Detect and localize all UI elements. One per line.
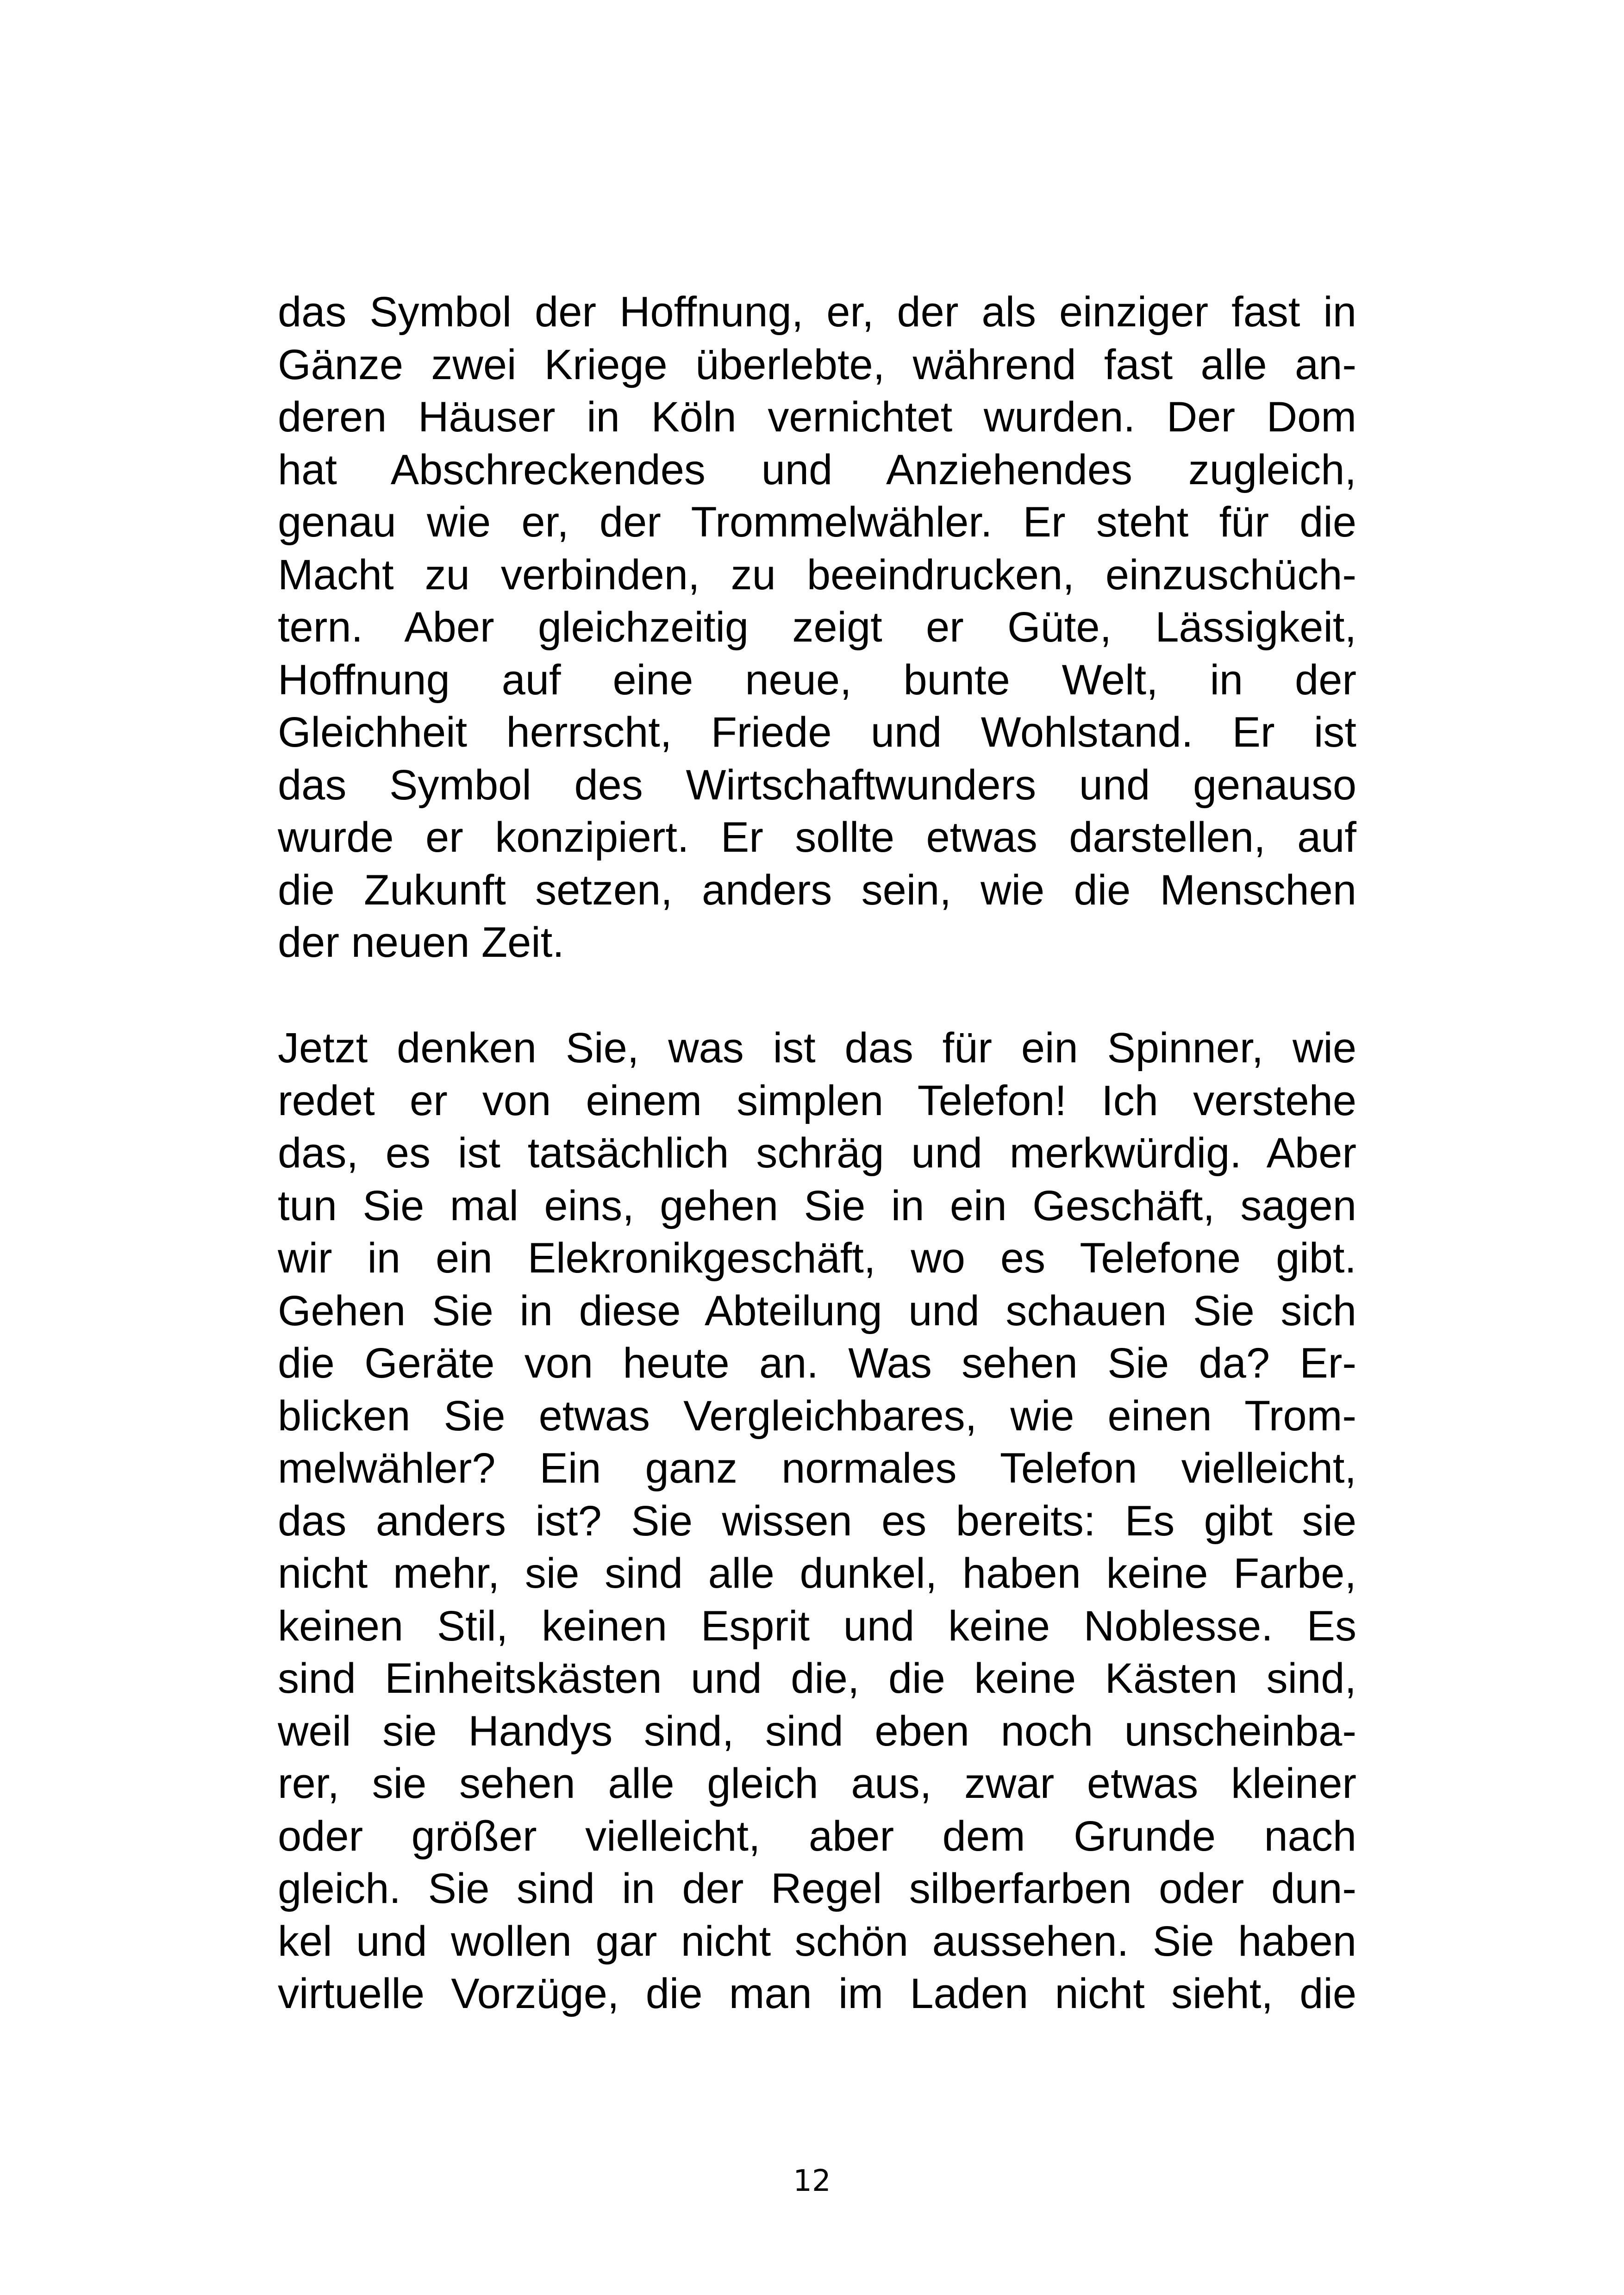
- text-line: das anders ist? Sie wissen es bereits: Es gibt sie: [278, 1497, 1356, 1545]
- text-line: gleich. Sie sind in der Regel silberfarben oder dun-: [278, 1865, 1356, 1912]
- text-line: das, es ist tatsächlich schräg und merkwürdig. Aber: [278, 1129, 1356, 1177]
- text-line: tun Sie mal eins, gehen Sie in ein Geschäft, sagen: [278, 1182, 1356, 1229]
- text-line: nicht mehr, sie sind alle dunkel, haben keine Farbe,: [278, 1550, 1356, 1597]
- text-line: sind Einheitskästen und die, die keine Kästen sind,: [278, 1655, 1356, 1702]
- text-line: Macht zu verbinden, zu beeindrucken, einzuschüch-: [278, 551, 1356, 599]
- text-line: wir in ein Elekronikgeschäft, wo es Telefone gibt.: [278, 1235, 1356, 1282]
- text-line: die Zukunft setzen, anders sein, wie die Menschen: [278, 866, 1356, 914]
- text-line: redet er von einem simplen Telefon! Ich verstehe: [278, 1077, 1356, 1124]
- page-number: 12: [793, 2164, 831, 2198]
- text-line: rer, sie sehen alle gleich aus, zwar etwas kleiner: [278, 1760, 1356, 1807]
- text-line: weil sie Handys sind, sind eben noch unscheinba-: [278, 1707, 1356, 1755]
- text-line: Hoffnung auf eine neue, bunte Welt, in der: [278, 656, 1356, 704]
- text-line: Gehen Sie in diese Abteilung und schauen Sie sich: [278, 1287, 1356, 1335]
- text-line: tern. Aber gleichzeitig zeigt er Güte, Lässigkeit,: [278, 604, 1356, 651]
- text-line: melwähler? Ein ganz normales Telefon vielleicht,: [278, 1445, 1356, 1492]
- text-line: wurde er konzipiert. Er sollte etwas darstellen, auf: [278, 814, 1356, 861]
- paragraph-1: [278, 286, 1356, 969]
- text-line: oder größer vielleicht, aber dem Grunde nach: [278, 1812, 1356, 1860]
- text-line: Jetzt denken Sie, was ist das für ein Spinner, wie: [278, 1024, 1356, 1072]
- text-line: kel und wollen gar nicht schön aussehen. Sie haben: [278, 1917, 1356, 1965]
- text-line: keinen Stil, keinen Esprit und keine Noblesse. Es: [278, 1602, 1356, 1650]
- text-line: Gänze zwei Kriege überlebte, während fast alle an-: [278, 341, 1356, 388]
- paragraph-2: [278, 1022, 1356, 2021]
- text-line: deren Häuser in Köln vernichtet wurden. Der Dom: [278, 393, 1356, 441]
- text-line: blicken Sie etwas Vergleichbares, wie einen Trom-: [278, 1392, 1356, 1440]
- text-line: virtuelle Vorzüge, die man im Laden nicht sieht, die: [278, 1970, 1356, 2017]
- text-line: hat Abschreckendes und Anziehendes zugleich,: [278, 446, 1356, 493]
- text-line: genau wie er, der Trommelwähler. Er steht für die: [278, 499, 1356, 546]
- text-line: das Symbol der Hoffnung, er, der als einziger fast in: [278, 288, 1356, 336]
- text-line: Gleichheit herrscht, Friede und Wohlstand. Er ist: [278, 709, 1356, 756]
- text-line: die Geräte von heute an. Was sehen Sie da? Er-: [278, 1340, 1356, 1387]
- text-line: der neuen Zeit.: [278, 919, 564, 966]
- text-line: das Symbol des Wirtschaftwunders und genauso: [278, 761, 1356, 809]
